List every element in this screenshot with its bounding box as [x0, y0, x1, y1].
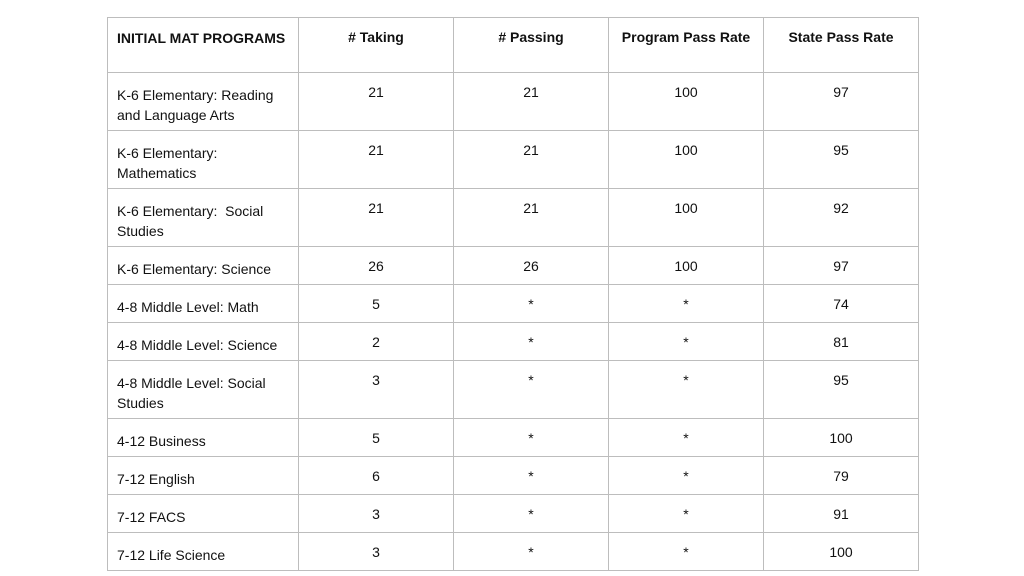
passing-cell [454, 247, 609, 285]
header-taking [299, 18, 454, 73]
program-cell [108, 361, 299, 419]
state-rate-cell [764, 247, 919, 285]
table-row [108, 533, 919, 571]
state-rate-cell [764, 285, 919, 323]
state-rate-value: 95 [833, 372, 849, 388]
passing-value: * [528, 506, 534, 522]
program-cell [108, 495, 299, 533]
passing-cell [454, 361, 609, 419]
passing-value: 21 [523, 142, 539, 158]
program-cell [108, 533, 299, 571]
program-cell [108, 285, 299, 323]
program-rate-value: 100 [674, 84, 698, 100]
program-rate-cell [609, 457, 764, 495]
passing-cell [454, 73, 609, 131]
passing-cell [454, 457, 609, 495]
program-name: 4-8 Middle Level: Science [117, 337, 278, 353]
passing-value: * [528, 296, 534, 312]
program-name: 7-12 FACS [117, 509, 186, 525]
header-state-pass-rate [764, 18, 919, 73]
header-row [108, 18, 919, 73]
passing-value: * [528, 468, 534, 484]
taking-value: 2 [372, 334, 380, 350]
state-rate-value: 74 [833, 296, 849, 312]
header-passing-label: # Passing [498, 29, 564, 45]
taking-cell [299, 189, 454, 247]
header-program-pass-rate-label: Program Pass Rate [621, 29, 751, 45]
passing-value: * [528, 372, 534, 388]
state-rate-cell [764, 495, 919, 533]
state-rate-cell [764, 419, 919, 457]
program-rate-cell [609, 361, 764, 419]
program-name: K-6 Elementary: Reading and Language Arts [117, 87, 274, 123]
state-rate-cell [764, 361, 919, 419]
table-body [108, 73, 919, 571]
passing-value: 21 [523, 84, 539, 100]
program-rate-value: * [683, 430, 689, 446]
header-programs-label: INITIAL MAT PROGRAMS [117, 30, 286, 46]
program-name: 4-8 Middle Level: Social Studies [117, 375, 266, 411]
pass-rate-table [107, 17, 919, 571]
taking-value: 3 [372, 372, 380, 388]
table-row [108, 73, 919, 131]
table-row [108, 495, 919, 533]
header-state-pass-rate-label: State Pass Rate [788, 29, 894, 45]
table-row [108, 247, 919, 285]
passing-value: * [528, 334, 534, 350]
passing-cell [454, 495, 609, 533]
program-rate-cell [609, 323, 764, 361]
header-programs [108, 18, 299, 73]
taking-cell [299, 419, 454, 457]
passing-value: * [528, 544, 534, 560]
header-taking-label: # Taking [348, 29, 404, 45]
passing-cell [454, 285, 609, 323]
table-row [108, 419, 919, 457]
taking-cell [299, 533, 454, 571]
program-name: 7-12 English [117, 471, 195, 487]
header-program-pass-rate [609, 18, 764, 73]
program-name: K-6 Elementary: Mathematics [117, 145, 218, 181]
program-rate-value: * [683, 468, 689, 484]
state-rate-cell [764, 131, 919, 189]
state-rate-value: 97 [833, 84, 849, 100]
state-rate-value: 100 [829, 430, 853, 446]
state-rate-value: 92 [833, 200, 849, 216]
passing-value: 26 [523, 258, 539, 274]
table-row [108, 131, 919, 189]
program-rate-value: * [683, 506, 689, 522]
state-rate-value: 79 [833, 468, 849, 484]
table-row [108, 285, 919, 323]
state-rate-cell [764, 189, 919, 247]
taking-value: 21 [368, 142, 384, 158]
table-row [108, 189, 919, 247]
program-rate-cell [609, 495, 764, 533]
state-rate-value: 100 [829, 544, 853, 560]
program-rate-cell [609, 419, 764, 457]
passing-cell [454, 323, 609, 361]
state-rate-value: 97 [833, 258, 849, 274]
table-row [108, 323, 919, 361]
table-row [108, 457, 919, 495]
passing-value: * [528, 430, 534, 446]
program-rate-cell [609, 189, 764, 247]
program-rate-cell [609, 247, 764, 285]
table-header [108, 18, 919, 73]
program-rate-value: * [683, 296, 689, 312]
program-name: 7-12 Life Science [117, 547, 226, 563]
state-rate-cell [764, 73, 919, 131]
program-rate-cell [609, 533, 764, 571]
taking-cell [299, 247, 454, 285]
program-rate-value: * [683, 334, 689, 350]
taking-value: 21 [368, 200, 384, 216]
state-rate-value: 81 [833, 334, 849, 350]
program-cell [108, 323, 299, 361]
state-rate-value: 91 [833, 506, 849, 522]
program-rate-value: 100 [674, 258, 698, 274]
program-cell [108, 419, 299, 457]
passing-cell [454, 533, 609, 571]
program-rate-cell [609, 285, 764, 323]
program-rate-cell [609, 73, 764, 131]
program-name: K-6 Elementary: Social Studies [117, 203, 268, 239]
taking-value: 26 [368, 258, 384, 274]
passing-cell [454, 419, 609, 457]
program-rate-value: * [683, 372, 689, 388]
passing-cell [454, 131, 609, 189]
program-name: K-6 Elementary: Science [117, 261, 272, 277]
program-cell [108, 131, 299, 189]
taking-value: 3 [372, 544, 380, 560]
taking-value: 5 [372, 296, 380, 312]
taking-cell [299, 131, 454, 189]
program-rate-value: 100 [674, 142, 698, 158]
taking-cell [299, 285, 454, 323]
program-cell [108, 73, 299, 131]
taking-cell [299, 361, 454, 419]
program-rate-cell [609, 131, 764, 189]
program-cell [108, 247, 299, 285]
program-name: 4-12 Business [117, 433, 206, 449]
taking-cell [299, 495, 454, 533]
state-rate-value: 95 [833, 142, 849, 158]
taking-cell [299, 457, 454, 495]
taking-cell [299, 73, 454, 131]
passing-value: 21 [523, 200, 539, 216]
taking-value: 5 [372, 430, 380, 446]
program-rate-value: * [683, 544, 689, 560]
state-rate-cell [764, 323, 919, 361]
state-rate-cell [764, 457, 919, 495]
taking-value: 3 [372, 506, 380, 522]
state-rate-cell [764, 533, 919, 571]
table-row [108, 361, 919, 419]
taking-value: 21 [368, 84, 384, 100]
passing-cell [454, 189, 609, 247]
program-cell [108, 189, 299, 247]
header-passing [454, 18, 609, 73]
program-name: 4-8 Middle Level: Math [117, 299, 259, 315]
program-cell [108, 457, 299, 495]
taking-cell [299, 323, 454, 361]
program-rate-value: 100 [674, 200, 698, 216]
taking-value: 6 [372, 468, 380, 484]
